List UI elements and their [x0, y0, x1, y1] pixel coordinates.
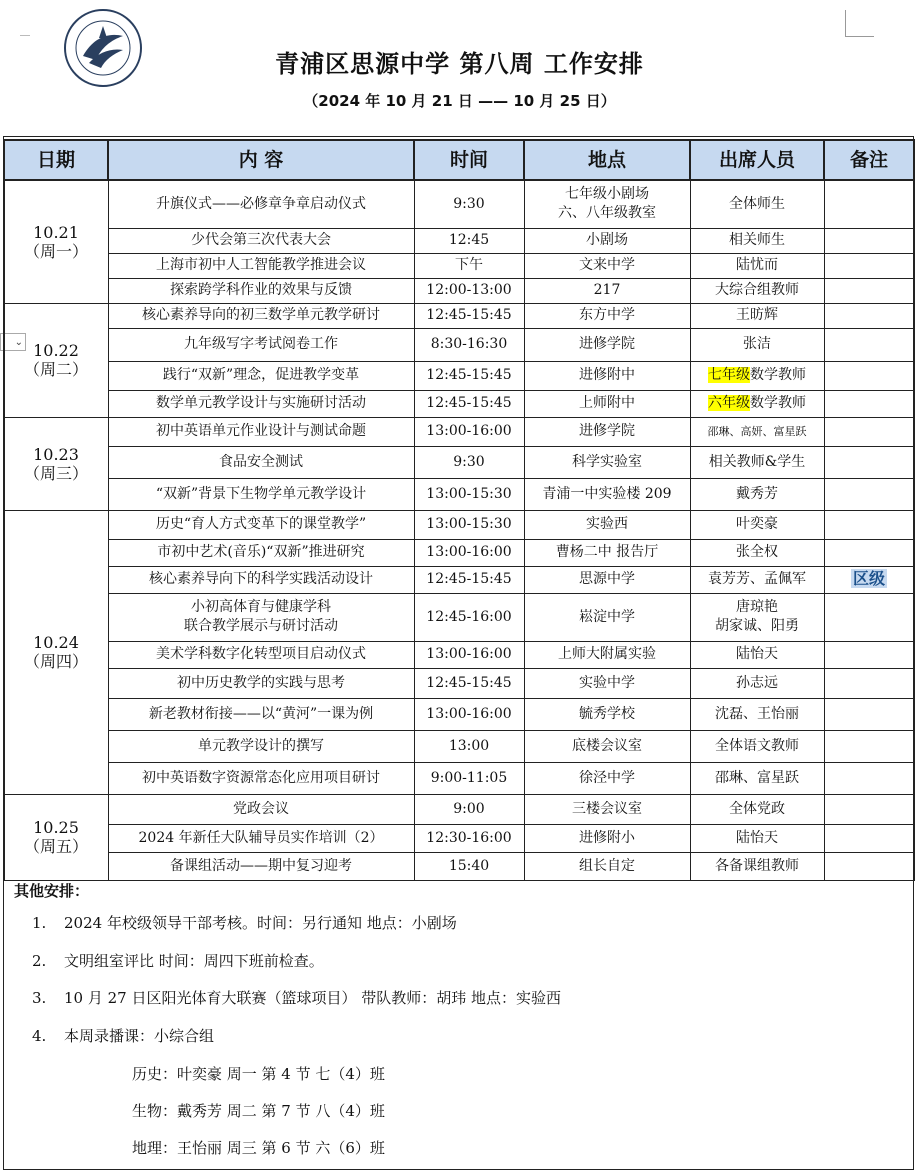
other-item	[32, 950, 324, 971]
attendees-cell	[690, 361, 824, 390]
table-row	[4, 566, 914, 593]
note-cell	[824, 446, 914, 478]
time-cell: 9:00-11:05	[414, 762, 524, 794]
attendees-text: 全体党政	[729, 800, 785, 817]
place-cell	[524, 303, 690, 328]
place-cell	[524, 668, 690, 698]
attendees-cell	[690, 593, 824, 641]
table-row	[4, 278, 914, 303]
place-text: 实验西	[586, 516, 628, 532]
weekday-value: （周三）	[23, 463, 88, 483]
place-text: 上师附中	[579, 395, 635, 411]
attendees-text: 相关教师&学生	[708, 453, 806, 470]
place-text: 进修学院	[579, 423, 635, 439]
attendees-text: 全体师生	[729, 195, 785, 212]
table-row	[4, 180, 914, 228]
attendees-text: 邵琳、富星跃	[715, 769, 799, 786]
content-cell	[108, 762, 414, 794]
table-row	[4, 641, 914, 668]
time-cell: 12:45-15:45	[414, 390, 524, 417]
place-cell	[524, 566, 690, 593]
place-text: 徐泾中学	[579, 769, 635, 786]
place-cell	[524, 539, 690, 566]
place-cell	[524, 278, 690, 303]
place-text: 思源中学	[579, 571, 635, 587]
note-cell	[824, 824, 914, 852]
attendees-cell	[690, 762, 824, 794]
content-cell	[108, 328, 414, 361]
attendees-text: 张全权	[736, 544, 778, 560]
date-cell	[4, 794, 108, 880]
other-item	[32, 987, 561, 1008]
content-text: 新老教材衔接——以“黄河”一课为例	[148, 705, 374, 722]
table-row	[4, 446, 914, 478]
content-text: 上海市初中人工智能教学推进会议	[156, 257, 366, 273]
date-cell	[4, 510, 108, 794]
attendees-text: 叶奕豪	[736, 516, 778, 532]
attendees-cell	[690, 278, 824, 303]
page-corner-mark-left	[20, 35, 30, 36]
attendees-text: 张洁	[743, 336, 771, 352]
place-cell	[524, 698, 690, 730]
table-row	[4, 228, 914, 253]
table-row	[4, 253, 914, 278]
note-cell	[824, 478, 914, 510]
schedule-body	[4, 180, 914, 880]
other-item-number: 4.	[32, 1027, 47, 1045]
place-cell	[524, 390, 690, 417]
attendees-cell	[690, 824, 824, 852]
attendees-cell	[690, 228, 824, 253]
recording-class-item: 生物：戴秀芳 周二 第 7 节 八（4）班	[132, 1102, 385, 1120]
time-cell: 13:00-16:00	[414, 417, 524, 446]
content-cell	[108, 566, 414, 593]
content-text: 历史“育人方式变革下的课堂教学”	[155, 516, 367, 532]
time-cell: 9:30	[414, 446, 524, 478]
attendees-cell	[690, 478, 824, 510]
content-cell	[108, 180, 414, 228]
attendees-text: 陆忧而	[736, 257, 778, 273]
time-cell: 12:45-15:45	[414, 566, 524, 593]
place-text: 六、八年级教室	[558, 205, 656, 222]
place-cell	[524, 446, 690, 478]
recording-class-item: 地理：王怡丽 周三 第 6 节 六（6）班	[132, 1139, 385, 1157]
place-cell	[524, 417, 690, 446]
date-value: 10.25	[33, 818, 79, 837]
place-cell	[524, 478, 690, 510]
weekday-value: （周四）	[23, 652, 88, 671]
attendees-text: 全体语文教师	[715, 737, 799, 754]
attendees-text: 沈磊、王怡丽	[715, 705, 799, 722]
header-place: 地点	[524, 140, 690, 180]
place-text: 进修附中	[579, 367, 635, 383]
place-text: 三楼会议室	[572, 800, 642, 817]
content-cell	[108, 390, 414, 417]
content-text: 九年级写字考试阅卷工作	[184, 336, 338, 352]
note-cell	[824, 180, 914, 228]
note-cell	[824, 593, 914, 641]
schedule-table	[3, 139, 915, 881]
date-cell	[4, 180, 108, 303]
table-row	[4, 390, 914, 417]
content-text: 美术学科数字化转型项目启动仪式	[156, 646, 366, 662]
place-text: 崧淀中学	[579, 608, 635, 625]
date-cell	[4, 303, 108, 417]
header-content: 内 容	[108, 140, 414, 180]
attendees-cell	[690, 566, 824, 593]
content-cell	[108, 446, 414, 478]
recording-class-item: 历史：叶奕豪 周一 第 4 节 七（4）班	[132, 1065, 385, 1083]
note-cell	[824, 566, 914, 593]
attendees-text: 陆怡天	[736, 646, 778, 662]
content-text: 小初高体育与健康学科	[191, 599, 331, 615]
attendees-cell	[690, 446, 824, 478]
content-cell	[108, 824, 414, 852]
table-row	[4, 361, 914, 390]
table-row	[4, 698, 914, 730]
table-row	[4, 730, 914, 762]
attendees-text: 孙志远	[736, 674, 778, 691]
place-cell	[524, 730, 690, 762]
place-text: 文来中学	[579, 257, 635, 273]
time-cell: 12:30-16:00	[414, 824, 524, 852]
attendees-cell	[690, 303, 824, 328]
note-cell	[824, 328, 914, 361]
content-text: 食品安全测试	[219, 453, 303, 470]
attendees-text: 陆怡天	[736, 829, 778, 846]
place-cell	[524, 510, 690, 539]
place-text: 七年级小剧场	[565, 186, 649, 203]
note-badge: 区级	[852, 569, 885, 588]
content-text: 初中历史教学的实践与思考	[177, 674, 345, 691]
page-title: 青浦区思源中学 第八周 工作安排	[275, 50, 644, 78]
note-cell	[824, 539, 914, 566]
note-cell	[824, 361, 914, 390]
note-cell	[824, 228, 914, 253]
other-item-text: 2024 年校级领导干部考核。时间：另行通知 地点：小剧场	[64, 914, 457, 932]
time-cell: 12:45-15:45	[414, 303, 524, 328]
table-row	[4, 417, 914, 446]
content-text: 联合教学展示与研讨活动	[184, 618, 338, 634]
note-cell	[824, 730, 914, 762]
place-text: 科学实验室	[572, 453, 642, 470]
attendees-cell	[690, 328, 824, 361]
place-cell	[524, 228, 690, 253]
time-cell: 12:45-16:00	[414, 593, 524, 641]
time-cell: 8:30-16:30	[414, 328, 524, 361]
other-item-number: 2.	[32, 952, 47, 970]
header-time: 时间	[414, 140, 524, 180]
place-text: 217	[593, 282, 621, 298]
attendees-text: 数学教师	[750, 367, 806, 383]
attendees-text: 邵琳、高妍、富星跃	[707, 425, 807, 438]
content-cell	[108, 794, 414, 824]
date-value: 10.23	[33, 444, 79, 464]
attendees-cell	[690, 417, 824, 446]
date-value: 10.24	[33, 633, 79, 652]
place-cell	[524, 641, 690, 668]
table-row	[4, 478, 914, 510]
other-item	[32, 1025, 214, 1046]
header-attendees: 出席人员	[690, 140, 824, 180]
time-cell: 13:00-16:00	[414, 641, 524, 668]
attendees-cell	[690, 794, 824, 824]
attendees-cell	[690, 852, 824, 880]
attendees-text: 王昉辉	[736, 307, 778, 323]
note-cell	[824, 510, 914, 539]
table-row	[4, 762, 914, 794]
content-text: 2024 年新任大队辅导员实作培训（2）	[138, 829, 384, 846]
other-arrangements	[14, 880, 904, 911]
place-cell	[524, 180, 690, 228]
content-cell	[108, 510, 414, 539]
content-cell	[108, 539, 414, 566]
table-row	[4, 794, 914, 824]
other-item	[32, 912, 457, 933]
time-cell: 12:00-13:00	[414, 278, 524, 303]
table-header-row	[4, 140, 914, 180]
content-cell	[108, 641, 414, 668]
place-text: 东方中学	[579, 307, 635, 323]
content-text: 单元教学设计的撰写	[198, 737, 324, 754]
place-text: 上师大附属实验	[558, 646, 656, 662]
place-cell	[524, 824, 690, 852]
content-text: 初中英语单元作业设计与测试命题	[156, 423, 366, 439]
content-cell	[108, 852, 414, 880]
place-cell	[524, 361, 690, 390]
content-cell	[108, 668, 414, 698]
page-corner-mark	[845, 10, 874, 37]
attendees-cell	[690, 510, 824, 539]
table-row	[4, 668, 914, 698]
weekday-value: （周一）	[23, 241, 88, 261]
attendees-text: 数学教师	[750, 395, 806, 411]
attendees-cell	[690, 180, 824, 228]
other-item-text: 文明组室评比 时间：周四下班前检查。	[64, 952, 324, 970]
attendees-cell	[690, 539, 824, 566]
table-row	[4, 303, 914, 328]
content-text: 备课组活动——期中复习迎考	[170, 857, 352, 874]
content-cell	[108, 698, 414, 730]
other-item-number: 1.	[32, 914, 47, 932]
place-text: 组长自定	[579, 857, 635, 874]
content-cell	[108, 478, 414, 510]
date-cell	[4, 417, 108, 510]
place-cell	[524, 593, 690, 641]
date-value: 10.22	[33, 341, 79, 360]
attendees-cell	[690, 641, 824, 668]
content-text: 数学单元教学设计与实施研讨活动	[156, 395, 366, 411]
content-cell	[108, 278, 414, 303]
attendees-highlight: 六年级	[708, 395, 750, 411]
content-text: 核心素养导向下的科学实践活动设计	[149, 571, 373, 587]
place-cell	[524, 762, 690, 794]
other-item-text: 10 月 27 日区阳光体育大联赛（篮球项目） 带队教师：胡玮 地点：实验西	[64, 989, 562, 1007]
table-row	[4, 593, 914, 641]
other-title: 其他安排：	[14, 882, 90, 900]
time-cell: 下午	[414, 253, 524, 278]
time-cell: 9:00	[414, 794, 524, 824]
time-cell: 9:30	[414, 180, 524, 228]
time-cell: 13:00-16:00	[414, 698, 524, 730]
table-row	[4, 539, 914, 566]
table-row	[4, 510, 914, 539]
weekday-value: （周二）	[23, 360, 88, 379]
content-text: 少代会第三次代表大会	[191, 232, 331, 248]
content-cell	[108, 253, 414, 278]
note-cell	[824, 698, 914, 730]
attendees-text: 戴秀芳	[736, 485, 778, 502]
content-text: 践行“双新”理念，促进教学变革	[162, 367, 360, 383]
place-cell	[524, 253, 690, 278]
content-text: 市初中艺术(音乐)“双新”推进研究	[157, 544, 365, 560]
note-cell	[824, 852, 914, 880]
header-note: 备注	[824, 140, 914, 180]
attendees-text: 各备课组教师	[715, 857, 799, 874]
attendees-highlight: 七年级	[708, 367, 750, 383]
row-handle-icon[interactable]: ⌄	[0, 333, 26, 351]
content-cell	[108, 593, 414, 641]
place-text: 底楼会议室	[572, 737, 642, 754]
note-cell	[824, 278, 914, 303]
note-cell	[824, 641, 914, 668]
time-cell: 12:45-15:45	[414, 361, 524, 390]
place-text: 进修学院	[579, 336, 635, 352]
content-cell	[108, 228, 414, 253]
content-text: 升旗仪式——必修章争章启动仪式	[156, 195, 366, 212]
note-cell	[824, 794, 914, 824]
place-cell	[524, 794, 690, 824]
place-text: 进修附小	[579, 829, 635, 846]
attendees-cell	[690, 390, 824, 417]
time-cell: 13:00-15:30	[414, 510, 524, 539]
header-date: 日期	[4, 140, 108, 180]
date-value: 10.21	[33, 222, 79, 242]
other-item-text: 本周录播课：小综合组	[64, 1027, 215, 1045]
table-row	[4, 824, 914, 852]
attendees-text: 胡家诚、阳勇	[715, 618, 799, 634]
content-cell	[108, 303, 414, 328]
note-cell	[824, 303, 914, 328]
attendees-cell	[690, 253, 824, 278]
place-text: 实验中学	[579, 674, 635, 691]
content-text: 党政会议	[233, 800, 289, 817]
content-text: 初中英语数字资源常态化应用项目研讨	[142, 769, 380, 786]
content-text: 核心素养导向的初三数学单元教学研讨	[142, 307, 380, 323]
content-cell	[108, 417, 414, 446]
note-cell	[824, 417, 914, 446]
place-text: 毓秀学校	[579, 705, 635, 722]
place-cell	[524, 328, 690, 361]
weekday-value: （周五）	[23, 837, 88, 856]
note-cell	[824, 390, 914, 417]
note-cell	[824, 762, 914, 794]
time-cell: 12:45	[414, 228, 524, 253]
content-cell	[108, 730, 414, 762]
time-cell: 13:00	[414, 730, 524, 762]
place-text: 青浦一中实验楼 209	[542, 485, 672, 502]
place-text: 曹杨二中 报告厅	[555, 544, 659, 560]
content-text: 探索跨学科作业的效果与反馈	[170, 282, 352, 298]
place-text: 小剧场	[586, 232, 628, 248]
time-cell: 13:00-15:30	[414, 478, 524, 510]
attendees-cell	[690, 730, 824, 762]
time-cell: 13:00-16:00	[414, 539, 524, 566]
content-text: “双新”背景下生物学单元教学设计	[155, 485, 367, 502]
other-item-number: 3.	[32, 989, 47, 1007]
note-cell	[824, 253, 914, 278]
attendees-text: 大综合组教师	[715, 282, 799, 298]
attendees-cell	[690, 698, 824, 730]
table-row	[4, 328, 914, 361]
page-subtitle: （2024 年 10 月 21 日 —— 10 月 25 日）	[303, 92, 616, 110]
note-cell	[824, 668, 914, 698]
time-cell: 12:45-15:45	[414, 668, 524, 698]
content-cell	[108, 361, 414, 390]
table-row	[4, 852, 914, 880]
place-cell	[524, 852, 690, 880]
attendees-text: 相关师生	[729, 232, 785, 248]
attendees-text: 袁芳芳、孟佩军	[708, 571, 806, 587]
attendees-cell	[690, 668, 824, 698]
attendees-text: 唐琼艳	[736, 599, 778, 615]
time-cell: 15:40	[414, 852, 524, 880]
